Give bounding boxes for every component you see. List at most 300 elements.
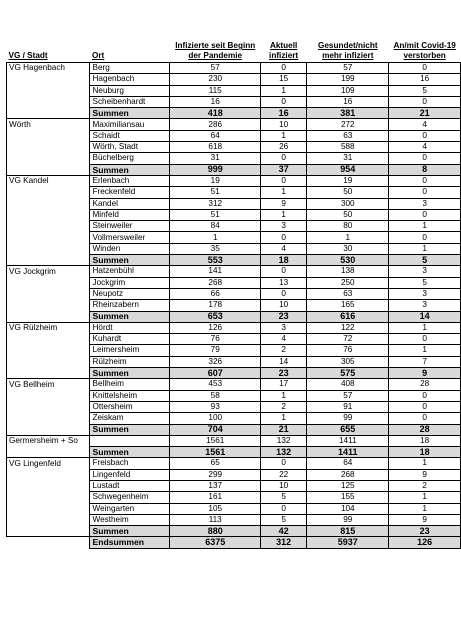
current-cell: 3: [260, 221, 306, 232]
vg-name: VG Kandel: [7, 175, 90, 186]
current-cell: 5: [260, 514, 306, 525]
vg-cell: [7, 85, 90, 96]
current-cell: 15: [260, 74, 306, 85]
vg-cell: [7, 514, 90, 525]
infected-cell: 126: [170, 322, 260, 333]
current-cell: 0: [260, 503, 306, 514]
ort-cell: Büchelberg: [90, 153, 170, 164]
recovered-cell: 50: [307, 187, 389, 198]
infected-cell: 312: [170, 198, 260, 209]
deceased-cell: 1: [389, 492, 461, 503]
table-row: [7, 153, 461, 164]
table-row: [7, 435, 461, 446]
recovered-cell: 19: [307, 175, 389, 186]
deceased-cell: 3: [389, 288, 461, 299]
deceased-cell: 7: [389, 356, 461, 367]
vg-name: Germersheim + So: [7, 435, 90, 446]
vg-name: VG Hagenbach: [7, 63, 90, 74]
infected-cell: 1561: [170, 447, 260, 458]
table-row: [7, 232, 461, 243]
deceased-cell: 4: [389, 142, 461, 153]
ort-cell: Weingarten: [90, 503, 170, 514]
current-cell: 23: [260, 368, 306, 379]
current-cell: 0: [260, 458, 306, 469]
table-row: [7, 74, 461, 85]
infected-cell: 79: [170, 345, 260, 356]
deceased-cell: 0: [389, 401, 461, 412]
summary-label: Summen: [90, 108, 170, 119]
ort-cell: Jockgrim: [90, 277, 170, 288]
table-row: [7, 401, 461, 412]
recovered-cell: 381: [307, 108, 389, 119]
recovered-cell: 250: [307, 277, 389, 288]
vg-cell: [7, 469, 90, 480]
recovered-cell: 165: [307, 300, 389, 311]
table-row: [7, 63, 461, 74]
ort-cell: Hördt: [90, 322, 170, 333]
infected-cell: 31: [170, 153, 260, 164]
vg-cell: [7, 209, 90, 220]
infected-cell: 653: [170, 311, 260, 322]
infected-cell: 268: [170, 277, 260, 288]
vg-name: VG Rülzheim: [7, 322, 90, 333]
infected-cell: 607: [170, 368, 260, 379]
infected-cell: 299: [170, 469, 260, 480]
infected-cell: 553: [170, 255, 260, 266]
recovered-cell: 16: [307, 96, 389, 107]
ort-cell: Minfeld: [90, 209, 170, 220]
ort-cell: Maximiliansau: [90, 119, 170, 130]
table-row: [7, 480, 461, 491]
recovered-cell: 408: [307, 379, 389, 390]
current-cell: 1: [260, 413, 306, 424]
deceased-cell: 2: [389, 480, 461, 491]
vg-cell: [7, 288, 90, 299]
current-cell: 13: [260, 277, 306, 288]
current-cell: 22: [260, 469, 306, 480]
current-cell: 16: [260, 108, 306, 119]
vg-cell: [7, 187, 90, 198]
table-row: [7, 130, 461, 141]
spreadsheet: [6, 12, 461, 549]
recovered-cell: 575: [307, 368, 389, 379]
table-row: [7, 300, 461, 311]
infected-cell: 326: [170, 356, 260, 367]
infected-cell: 51: [170, 187, 260, 198]
summary-row: [7, 424, 461, 435]
vg-cell: [7, 390, 90, 401]
recovered-cell: 63: [307, 130, 389, 141]
recovered-cell: 155: [307, 492, 389, 503]
current-cell: 2: [260, 401, 306, 412]
current-cell: 1: [260, 209, 306, 220]
recovered-cell: 104: [307, 503, 389, 514]
current-cell: 0: [260, 63, 306, 74]
vg-name: VG Lingenfeld: [7, 458, 90, 469]
vg-cell: [7, 401, 90, 412]
summary-label: Summen: [90, 255, 170, 266]
table-row: [7, 175, 461, 186]
infected-cell: 418: [170, 108, 260, 119]
summary-row: [7, 447, 461, 458]
vg-name: VG Jockgrim: [7, 266, 90, 277]
deceased-cell: 1: [389, 345, 461, 356]
recovered-cell: 138: [307, 266, 389, 277]
current-cell: 10: [260, 480, 306, 491]
ort-cell: Ottersheim: [90, 401, 170, 412]
current-cell: 17: [260, 379, 306, 390]
table-row: [7, 469, 461, 480]
ort-cell: Berg: [90, 63, 170, 74]
deceased-cell: 0: [389, 187, 461, 198]
vg-cell: [7, 492, 90, 503]
vg-cell: [7, 334, 90, 345]
infected-cell: 93: [170, 401, 260, 412]
current-cell: 0: [260, 232, 306, 243]
deceased-cell: 1: [389, 503, 461, 514]
recovered-cell: 99: [307, 514, 389, 525]
deceased-cell: 8: [389, 164, 461, 175]
infected-cell: 84: [170, 221, 260, 232]
table-row: [7, 243, 461, 254]
ort-cell: Freisbach: [90, 458, 170, 469]
ort-cell: Westheim: [90, 514, 170, 525]
recovered-cell: 588: [307, 142, 389, 153]
infected-cell: 161: [170, 492, 260, 503]
ort-cell: Scheibenhardt: [90, 96, 170, 107]
deceased-cell: 9: [389, 368, 461, 379]
recovered-cell: 80: [307, 221, 389, 232]
infected-cell: 19: [170, 175, 260, 186]
summary-row: [7, 108, 461, 119]
recovered-cell: 530: [307, 255, 389, 266]
vg-cell: [7, 153, 90, 164]
vg-cell: [7, 300, 90, 311]
deceased-cell: 1: [389, 458, 461, 469]
header-vg-stadt: VG / Stadt: [8, 50, 48, 60]
summary-label: Summen: [90, 424, 170, 435]
recovered-cell: 815: [307, 526, 389, 537]
deceased-cell: 1: [389, 221, 461, 232]
current-cell: 0: [260, 96, 306, 107]
header-infected-total: Infizierte seit Beginn der Pandemie: [175, 41, 256, 60]
current-cell: 18: [260, 255, 306, 266]
deceased-cell: 23: [389, 526, 461, 537]
table-row: [7, 390, 461, 401]
vg-cell: [7, 277, 90, 288]
deceased-cell: 5: [389, 85, 461, 96]
infected-cell: 618: [170, 142, 260, 153]
summary-row: [7, 255, 461, 266]
summary-row: [7, 368, 461, 379]
recovered-cell: 64: [307, 458, 389, 469]
table-row: [7, 277, 461, 288]
vg-cell: [7, 198, 90, 209]
ort-cell: Steinweiler: [90, 221, 170, 232]
ort-cell: Wörth, Stadt: [90, 142, 170, 153]
vg-cell: [7, 447, 90, 458]
current-cell: 5: [260, 492, 306, 503]
current-cell: 21: [260, 424, 306, 435]
vg-cell: [7, 526, 90, 537]
deceased-cell: 4: [389, 119, 461, 130]
recovered-cell: 99: [307, 413, 389, 424]
table-row: [7, 119, 461, 130]
recovered-cell: 5937: [307, 537, 389, 548]
recovered-cell: 616: [307, 311, 389, 322]
current-cell: 0: [260, 266, 306, 277]
table-row: [7, 345, 461, 356]
vg-cell: [7, 221, 90, 232]
current-cell: 10: [260, 119, 306, 130]
vg-cell: [7, 537, 90, 548]
recovered-cell: 91: [307, 401, 389, 412]
recovered-cell: 1411: [307, 447, 389, 458]
deceased-cell: 3: [389, 300, 461, 311]
current-cell: 132: [260, 447, 306, 458]
infected-cell: 16: [170, 96, 260, 107]
deceased-cell: 0: [389, 232, 461, 243]
recovered-cell: 63: [307, 288, 389, 299]
deceased-cell: 1: [389, 243, 461, 254]
infected-cell: 999: [170, 164, 260, 175]
deceased-cell: 28: [389, 379, 461, 390]
current-cell: 1: [260, 85, 306, 96]
current-cell: 4: [260, 334, 306, 345]
table-row: [7, 334, 461, 345]
vg-cell: [7, 413, 90, 424]
current-cell: 23: [260, 311, 306, 322]
deceased-cell: 16: [389, 74, 461, 85]
deceased-cell: 18: [389, 447, 461, 458]
ort-cell: Erlenbach: [90, 175, 170, 186]
current-cell: 10: [260, 300, 306, 311]
current-cell: 42: [260, 526, 306, 537]
table-row: [7, 96, 461, 107]
recovered-cell: 50: [307, 209, 389, 220]
ort-cell: Neuburg: [90, 85, 170, 96]
ort-cell: Freckenfeld: [90, 187, 170, 198]
recovered-cell: 109: [307, 85, 389, 96]
infected-cell: 6375: [170, 537, 260, 548]
recovered-cell: 1411: [307, 435, 389, 446]
current-cell: 0: [260, 153, 306, 164]
vg-cell: [7, 142, 90, 153]
infected-cell: 57: [170, 63, 260, 74]
ort-cell: Hatzenbühl: [90, 266, 170, 277]
vg-name: Wörth: [7, 119, 90, 130]
recovered-cell: 76: [307, 345, 389, 356]
infected-cell: 113: [170, 514, 260, 525]
recovered-cell: 300: [307, 198, 389, 209]
infected-cell: 704: [170, 424, 260, 435]
table-row: [7, 458, 461, 469]
header-row: [7, 12, 461, 63]
recovered-cell: 199: [307, 74, 389, 85]
ort-cell: Winden: [90, 243, 170, 254]
infected-cell: 58: [170, 390, 260, 401]
recovered-cell: 72: [307, 334, 389, 345]
header-ort: Ort: [91, 50, 105, 60]
current-cell: 2: [260, 345, 306, 356]
ort-cell: Neupotz: [90, 288, 170, 299]
current-cell: 4: [260, 243, 306, 254]
table-row: [7, 288, 461, 299]
deceased-cell: 14: [389, 311, 461, 322]
table-row: [7, 492, 461, 503]
deceased-cell: 9: [389, 469, 461, 480]
deceased-cell: 3: [389, 266, 461, 277]
header-recovered: Gesundet/nicht mehr infiziert: [317, 41, 378, 60]
recovered-cell: 305: [307, 356, 389, 367]
total-label: Endsummen: [90, 537, 170, 548]
table-row: [7, 187, 461, 198]
table-row: [7, 198, 461, 209]
recovered-cell: 1: [307, 232, 389, 243]
ort-cell: Schaidt: [90, 130, 170, 141]
header-currently-infected: Aktuell infiziert: [269, 41, 299, 60]
ort-cell: Bellheim: [90, 379, 170, 390]
infected-cell: 453: [170, 379, 260, 390]
infected-cell: 105: [170, 503, 260, 514]
vg-cell: [7, 480, 90, 491]
vg-cell: [7, 345, 90, 356]
deceased-cell: 126: [389, 537, 461, 548]
deceased-cell: 18: [389, 435, 461, 446]
recovered-cell: 30: [307, 243, 389, 254]
current-cell: 9: [260, 198, 306, 209]
vg-cell: [7, 424, 90, 435]
deceased-cell: 0: [389, 153, 461, 164]
table-row: [7, 413, 461, 424]
deceased-cell: 0: [389, 334, 461, 345]
current-cell: 1: [260, 187, 306, 198]
deceased-cell: 0: [389, 390, 461, 401]
table-row: [7, 356, 461, 367]
ort-cell: Rheinzabern: [90, 300, 170, 311]
ort-cell: Zeiskam: [90, 413, 170, 424]
total-row: [7, 537, 461, 548]
deceased-cell: 0: [389, 413, 461, 424]
table-row: [7, 379, 461, 390]
current-cell: 0: [260, 288, 306, 299]
deceased-cell: 0: [389, 96, 461, 107]
infected-cell: 115: [170, 85, 260, 96]
recovered-cell: 31: [307, 153, 389, 164]
vg-cell: [7, 243, 90, 254]
vg-cell: [7, 368, 90, 379]
ort-cell: Lustadt: [90, 480, 170, 491]
recovered-cell: 57: [307, 63, 389, 74]
current-cell: 26: [260, 142, 306, 153]
table-row: [7, 266, 461, 277]
infected-cell: 1561: [170, 435, 260, 446]
infected-cell: 100: [170, 413, 260, 424]
ort-cell: Knittelsheim: [90, 390, 170, 401]
current-cell: 14: [260, 356, 306, 367]
infected-cell: 137: [170, 480, 260, 491]
summary-row: [7, 526, 461, 537]
table-body: [7, 12, 461, 548]
recovered-cell: 272: [307, 119, 389, 130]
infected-cell: 230: [170, 74, 260, 85]
vg-cell: [7, 130, 90, 141]
current-cell: 37: [260, 164, 306, 175]
deceased-cell: 28: [389, 424, 461, 435]
summary-label: Summen: [90, 447, 170, 458]
current-cell: 132: [260, 435, 306, 446]
vg-cell: [7, 311, 90, 322]
recovered-cell: 268: [307, 469, 389, 480]
vg-cell: [7, 356, 90, 367]
deceased-cell: 3: [389, 198, 461, 209]
covid-statistics-table: [6, 12, 461, 549]
table-row: [7, 514, 461, 525]
ort-cell: Vollmersweiler: [90, 232, 170, 243]
recovered-cell: 125: [307, 480, 389, 491]
infected-cell: 66: [170, 288, 260, 299]
infected-cell: 178: [170, 300, 260, 311]
vg-cell: [7, 232, 90, 243]
summary-label: Summen: [90, 526, 170, 537]
ort-cell: Lingenfeld: [90, 469, 170, 480]
deceased-cell: 1: [389, 322, 461, 333]
table-row: [7, 221, 461, 232]
vg-cell: [7, 74, 90, 85]
summary-row: [7, 311, 461, 322]
infected-cell: 286: [170, 119, 260, 130]
current-cell: 1: [260, 130, 306, 141]
infected-cell: 51: [170, 209, 260, 220]
infected-cell: 880: [170, 526, 260, 537]
table-row: [7, 322, 461, 333]
deceased-cell: 0: [389, 63, 461, 74]
infected-cell: 141: [170, 266, 260, 277]
infected-cell: 65: [170, 458, 260, 469]
deceased-cell: 0: [389, 130, 461, 141]
deceased-cell: 21: [389, 108, 461, 119]
ort-cell: [90, 435, 170, 446]
ort-cell: Kandel: [90, 198, 170, 209]
current-cell: 312: [260, 537, 306, 548]
recovered-cell: 122: [307, 322, 389, 333]
current-cell: 1: [260, 390, 306, 401]
ort-cell: Leimersheim: [90, 345, 170, 356]
summary-row: [7, 164, 461, 175]
summary-label: Summen: [90, 164, 170, 175]
vg-cell: [7, 108, 90, 119]
vg-cell: [7, 255, 90, 266]
current-cell: 3: [260, 322, 306, 333]
recovered-cell: 655: [307, 424, 389, 435]
recovered-cell: 57: [307, 390, 389, 401]
infected-cell: 35: [170, 243, 260, 254]
deceased-cell: 9: [389, 514, 461, 525]
header-deceased: An/mit Covid-19 verstorben: [393, 41, 456, 60]
ort-cell: Rülzheim: [90, 356, 170, 367]
table-row: [7, 503, 461, 514]
table-row: [7, 209, 461, 220]
deceased-cell: 0: [389, 175, 461, 186]
ort-cell: Schwegenheim: [90, 492, 170, 503]
infected-cell: 1: [170, 232, 260, 243]
table-row: [7, 85, 461, 96]
ort-cell: Hagenbach: [90, 74, 170, 85]
deceased-cell: 5: [389, 277, 461, 288]
deceased-cell: 5: [389, 255, 461, 266]
infected-cell: 64: [170, 130, 260, 141]
vg-cell: [7, 96, 90, 107]
